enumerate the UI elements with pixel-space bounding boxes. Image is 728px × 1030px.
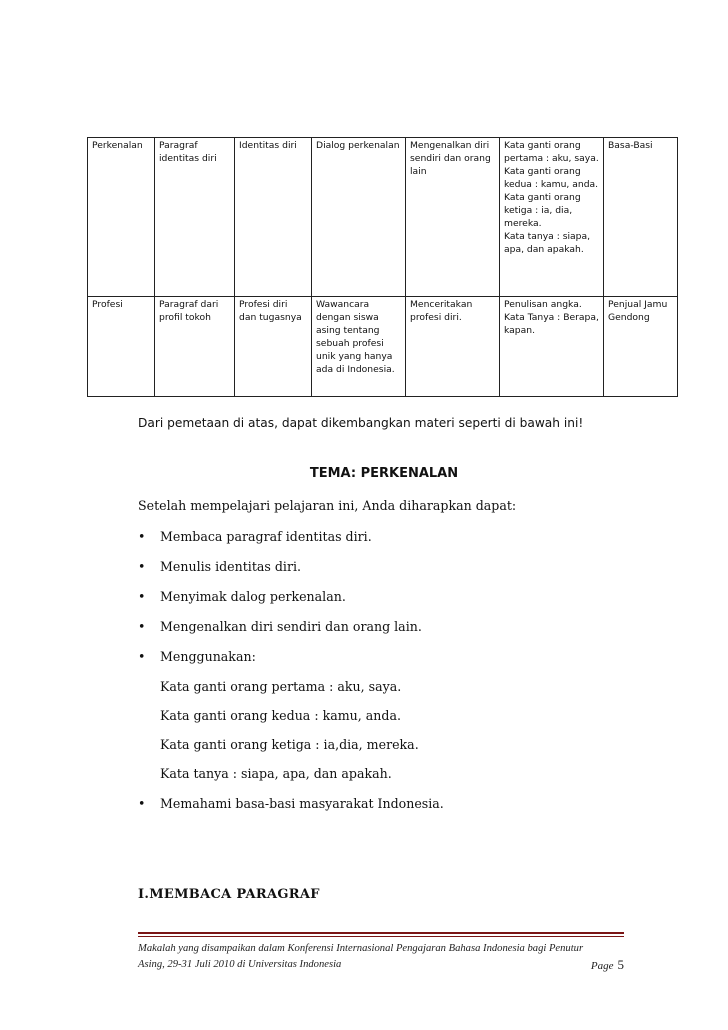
- goal-text: Mengenalkan diri sendiri dan orang lain.: [160, 619, 422, 634]
- goal-text: Membaca paragraf identitas diri.: [160, 529, 372, 544]
- goal-item: [138, 529, 372, 544]
- table-cell: Profesi: [88, 297, 155, 397]
- footer-note: [138, 941, 628, 973]
- table-cell: Dialog perkenalan: [312, 138, 406, 297]
- usage-item: Kata ganti orang kedua : kamu, anda.: [160, 708, 401, 723]
- goal-item: [138, 619, 422, 634]
- goal-item: [138, 649, 256, 664]
- table-cell: Kata ganti orang pertama : aku, saya. Kata ganti orang kedua : kamu, anda. Kata ganti orang ketiga : ia, dia, mereka. Kata tanya : siapa, apa, dan apakah.: [500, 138, 604, 297]
- footer-divider: [138, 932, 624, 934]
- bullet-icon: •: [138, 559, 146, 574]
- learning-goals-lead: Setelah mempelajari pelajaran ini, Anda diharapkan dapat:: [138, 498, 517, 513]
- goal-item: [138, 589, 346, 604]
- bullet-icon: •: [138, 589, 146, 604]
- usage-item: Kata tanya : siapa, apa, dan apakah.: [160, 766, 392, 781]
- table-row: [88, 138, 678, 297]
- table-cell: Basa-Basi: [604, 138, 678, 297]
- goal-text: Menulis identitas diri.: [160, 559, 302, 574]
- footer-line: Asing, 29-31 Juli 2010 di Universitas Indonesia: [138, 959, 342, 970]
- goal-text: Menyimak dalog perkenalan.: [160, 589, 346, 604]
- goal-text: Menggunakan:: [160, 649, 256, 664]
- goal-text: Memahami basa-basi masyarakat Indonesia.: [160, 796, 444, 811]
- intro-sentence: Dari pemetaan di atas, dapat dikembangkan materi seperti di bawah ini!: [138, 416, 584, 430]
- table-cell: Perkenalan: [88, 138, 155, 297]
- table-cell: Profesi diri dan tugasnya: [235, 297, 312, 397]
- page-number: [591, 957, 624, 973]
- table-cell: Wawancara dengan siswa asing tentang sebuah profesi unik yang hanya ada di Indonesia.: [312, 297, 406, 397]
- table-cell: Mengenalkan diri sendiri dan orang lain: [406, 138, 500, 297]
- table-cell: Penulisan angka. Kata Tanya : Berapa, kapan.: [500, 297, 604, 397]
- table-cell: Penjual Jamu Gendong: [604, 297, 678, 397]
- section-heading: I.MEMBACA PARAGRAF: [138, 887, 320, 902]
- page-number-value: 5: [617, 957, 624, 972]
- bullet-icon: •: [138, 619, 146, 634]
- footer-divider: [138, 936, 624, 937]
- table-cell: Paragraf dari profil tokoh: [155, 297, 235, 397]
- footer-line: Makalah yang disampaikan dalam Konferensi Internasional Pengajaran Bahasa Indonesia bagi Penutur: [138, 943, 584, 954]
- usage-item: Kata ganti orang ketiga : ia,dia, mereka.: [160, 737, 419, 752]
- table-row: [88, 297, 678, 397]
- table-cell: Paragraf identitas diri: [155, 138, 235, 297]
- usage-item: Kata ganti orang pertama : aku, saya.: [160, 679, 402, 694]
- goal-item: [138, 796, 444, 811]
- bullet-icon: •: [138, 796, 146, 811]
- bullet-icon: •: [138, 529, 146, 544]
- goal-item: [138, 559, 301, 574]
- mapping-table: [87, 137, 678, 397]
- table-cell: Identitas diri: [235, 138, 312, 297]
- table-cell: Menceritakan profesi diri.: [406, 297, 500, 397]
- theme-title: TEMA: PERKENALAN: [309, 466, 459, 481]
- bullet-icon: •: [138, 649, 146, 664]
- page-label: Page: [590, 960, 614, 972]
